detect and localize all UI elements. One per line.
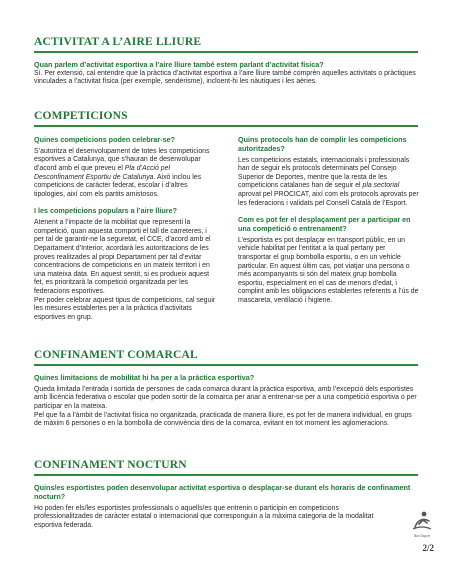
section-title: COMPETICIONS	[34, 110, 128, 122]
question: Quins/es esportistes poden desenvolupar activitat esportiva o desplaçar-se durant els horaris de confinament nocturn?	[34, 483, 411, 501]
answer: Per poder celebrar aquest tipus de competicions, cal seguir les mesures establertes per a la pràctica d’activitats esportives en grup.	[34, 296, 216, 321]
answer: L’esportista es pot desplaçar en transport públic, en un vehicle habilitat per l’entitat a la qual pertany per transportar el grup bombolla esportiu, o en un vehicle particular. En aquest últim cas, pot viatjar una persona o més acompanyants si són del mateix grup bombolla esportiu, especialment en el cas de menors d’edat, i complint amb les obligacions establertes referents a l’ús de mascareta, ventilació i higiene.	[238, 236, 419, 304]
question: Quins protocols han de complir les competicions autoritzades?	[238, 135, 407, 153]
question: Quines competicions poden celebrar-se?	[34, 135, 175, 144]
answer: Sí. Per extensió, cal entendre que la pràctica d’activitat esportiva a l’aire lliure també comprèn aquelles activitats o pràctiques vinculades a l’activitat física (per exemple, senderisme), incloent-hi les nàutiques i les aèries.	[34, 69, 416, 86]
section-competicions	[34, 110, 418, 127]
question: Com es pot fer el desplaçament per a participar en una competició o entrenament?	[238, 215, 411, 233]
logo-caption: Bon Esport	[414, 534, 430, 538]
section-title: CONFINAMENT COMARCAL	[34, 349, 198, 361]
section-aire-lliure	[34, 36, 418, 87]
answer: Les competicions estatals, internacionals i professionals han de seguir els protocols determinats pel Consejo Superior de Deportes, mentre que la resta de les competicions catalanes han de seguir el pla sectorial aprovat pel PROCICAT, així com els protocols aprovats per les federacions i validats pel Consell Català de l’Esport.	[238, 156, 419, 207]
answer: S’autoritza el desenvolupament de totes les competicions esportives a Catalunya, que s’hauran de desenvolupar d’acord amb el que preveu el Pla d’Acció pel Desconfinament Esportiu de Catalunya. Això inclou les competicions de caràcter federat, escolar i d’altres tipologies, així com els partits amistosos.	[34, 147, 210, 198]
question: Quines limitacions de mobilitat hi ha per a la pràctica esportiva?	[34, 373, 255, 382]
answer: Ho poden fer els/les esportistes professionals o aquells/es que entrenin o participin en competicions professionalitzades de caràcter estatal o internacional que corresponguin a la màxima categoria de la modalitat esportiva federada.	[34, 504, 374, 529]
answer: Atenent a l’impacte de la mobilitat que representi la competició, quan aquesta comporti el tall de carreteres, i per tal de garantir-ne la seguretat, el CCE, d’acord amb el Departament d’Interior, acordarà les autoritzacions de les proves realitzades al propi Departament per tal d’evitar concentracions de competicions en un mateix territori i en una mateixa data. En aquest sentit, si es produeix aquest fet, es prioritzarà la competició organitzada per les federacions esportives.	[34, 219, 211, 295]
section-confinament-nocturn	[34, 459, 418, 530]
section-title: ACTIVITAT A L’AIRE LLIURE	[34, 36, 202, 48]
section-rule	[34, 125, 418, 127]
answer: Pel que fa a l’àmbit de l’activitat física no organitzada, practicada de manera lliure, es pot fer de manera individual, en grups de màxim 6 persones o en la bombolla de convivència dins de la comarca, evitant en tot moment les aglomeracions.	[34, 411, 412, 428]
question: I les competicions populars a l’aire lliure?	[34, 206, 177, 216]
bon-esport-logo-icon	[410, 509, 434, 533]
section-title: CONFINAMENT NOCTURN	[34, 459, 187, 471]
page-number: 2/2	[422, 543, 434, 553]
competicions-right-column	[238, 136, 420, 306]
question: Quan parlem d’activitat esportiva a l’aire lliure també estem parlant d’activitat física?	[34, 60, 324, 69]
section-confinament-comarcal	[34, 349, 418, 429]
answer: Queda limitada l’entrada i sortida de persones de cada comarca durant la pràctica esportiva, amb l’excepció dels esportistes amb llicència federativa o escolar que poden sortir de la comarca per anar a entrenar-se per a una competició esportiva o per participar en la mateixa.	[34, 385, 417, 410]
competicions-left-column	[34, 136, 216, 322]
